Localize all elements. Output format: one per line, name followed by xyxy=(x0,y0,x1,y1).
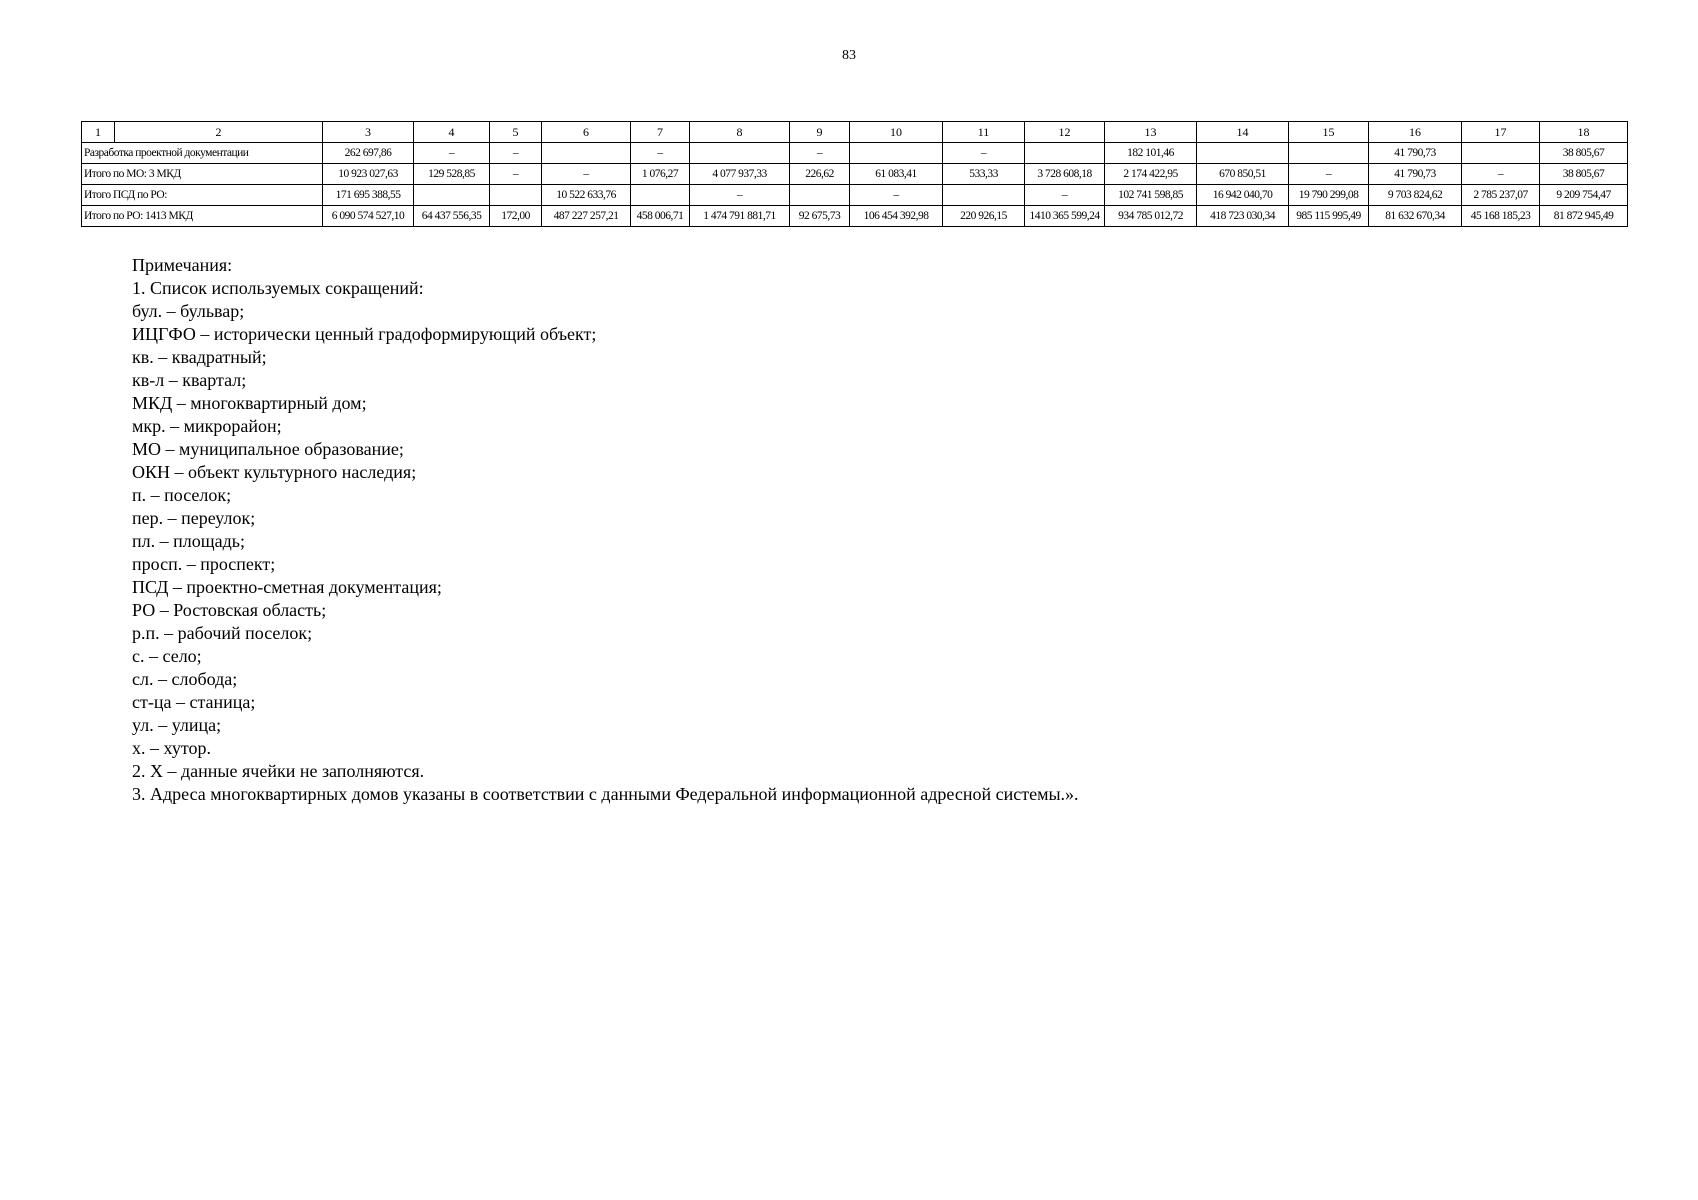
table-cell: – xyxy=(850,185,943,206)
note-line: р.п. – рабочий поселок; xyxy=(132,623,313,643)
table-cell: 19 790 299,08 xyxy=(1289,185,1369,206)
note-line: МКД – многоквартирный дом; xyxy=(132,393,367,413)
column-header: 12 xyxy=(1025,122,1105,143)
row-label: Разработка проектной документации xyxy=(82,143,323,164)
table-cell: – xyxy=(490,164,542,185)
table-cell: 9 703 824,62 xyxy=(1369,185,1462,206)
table-cell: 226,62 xyxy=(790,164,850,185)
table-row xyxy=(82,185,1628,206)
table-cell xyxy=(414,185,490,206)
note-line: кв. – квадратный; xyxy=(132,347,267,367)
table-cell: 985 115 995,49 xyxy=(1289,206,1369,227)
column-header: 11 xyxy=(943,122,1025,143)
table-cell xyxy=(790,185,850,206)
table-cell: – xyxy=(1289,164,1369,185)
table-cell: – xyxy=(943,143,1025,164)
table-cell: 670 850,51 xyxy=(1197,164,1289,185)
column-header: 10 xyxy=(850,122,943,143)
table-row xyxy=(82,164,1628,185)
table-cell: 4 077 937,33 xyxy=(690,164,790,185)
data-table xyxy=(81,121,1628,227)
table-cell: 10 522 633,76 xyxy=(542,185,631,206)
note-line: 3. Адреса многоквартирных домов указаны в соответствии с данными Федеральной информационной адресной системы.». xyxy=(132,784,1079,804)
note-line: РО – Ростовская область; xyxy=(132,600,327,620)
table-row xyxy=(82,206,1628,227)
table-cell: 16 942 040,70 xyxy=(1197,185,1289,206)
table-cell: 102 741 598,85 xyxy=(1105,185,1197,206)
table-cell xyxy=(1025,143,1105,164)
column-header: 13 xyxy=(1105,122,1197,143)
table-cell: 6 090 574 527,10 xyxy=(323,206,414,227)
column-header: 8 xyxy=(690,122,790,143)
column-header: 5 xyxy=(490,122,542,143)
table-cell: 3 728 608,18 xyxy=(1025,164,1105,185)
note-line: сл. – слобода; xyxy=(132,669,238,689)
table-cell: 1410 365 599,24 xyxy=(1025,206,1105,227)
note-line: ОКН – объект культурного наследия; xyxy=(132,462,417,482)
table-cell xyxy=(631,185,690,206)
note-line: ул. – улица; xyxy=(132,715,222,735)
column-header: 9 xyxy=(790,122,850,143)
table-header-row xyxy=(82,122,1628,143)
table-cell: 458 006,71 xyxy=(631,206,690,227)
note-line: кв-л – квартал; xyxy=(132,370,247,390)
table-cell xyxy=(1462,143,1540,164)
table-cell: 45 168 185,23 xyxy=(1462,206,1540,227)
column-header: 16 xyxy=(1369,122,1462,143)
table-cell: 533,33 xyxy=(943,164,1025,185)
table-cell xyxy=(943,185,1025,206)
table-cell: 182 101,46 xyxy=(1105,143,1197,164)
column-header: 17 xyxy=(1462,122,1540,143)
table-cell: 934 785 012,72 xyxy=(1105,206,1197,227)
note-line: х. – хутор. xyxy=(132,738,211,758)
table-cell: 92 675,73 xyxy=(790,206,850,227)
table-cell: 81 632 670,34 xyxy=(1369,206,1462,227)
table-cell: 38 805,67 xyxy=(1540,143,1628,164)
note-line: бул. – бульвар; xyxy=(132,301,245,321)
table-cell: 38 805,67 xyxy=(1540,164,1628,185)
table-cell: 64 437 556,35 xyxy=(414,206,490,227)
table-cell: 10 923 027,63 xyxy=(323,164,414,185)
table-cell: – xyxy=(631,143,690,164)
table-cell xyxy=(850,143,943,164)
note-line: МО – муниципальное образование; xyxy=(132,439,404,459)
page-number: 83 xyxy=(842,48,856,63)
table-cell: – xyxy=(790,143,850,164)
table-cell: – xyxy=(542,164,631,185)
note-line: ПСД – проектно-сметная документация; xyxy=(132,577,442,597)
table-cell: 9 209 754,47 xyxy=(1540,185,1628,206)
table-cell: 487 227 257,21 xyxy=(542,206,631,227)
column-header: 2 xyxy=(115,122,323,143)
table-cell: 1 474 791 881,71 xyxy=(690,206,790,227)
note-line: 2. Х – данные ячейки не заполняются. xyxy=(132,761,425,781)
notes-lines xyxy=(132,277,1079,806)
column-header: 15 xyxy=(1289,122,1369,143)
table-cell: 172,00 xyxy=(490,206,542,227)
note-line: ИЦГФО – исторически ценный градоформирующий объект; xyxy=(132,324,597,344)
table-cell: 1 076,27 xyxy=(631,164,690,185)
table-cell: 41 790,73 xyxy=(1369,164,1462,185)
table-cell: 129 528,85 xyxy=(414,164,490,185)
column-header: 1 xyxy=(82,122,115,143)
table-cell: – xyxy=(490,143,542,164)
table-cell xyxy=(542,143,631,164)
table-cell xyxy=(690,143,790,164)
table-cell: 418 723 030,34 xyxy=(1197,206,1289,227)
notes-section xyxy=(132,254,1079,806)
row-label: Итого ПСД по РО: xyxy=(82,185,323,206)
table-cell: 2 785 237,07 xyxy=(1462,185,1540,206)
table-cell xyxy=(1289,143,1369,164)
table-cell: 61 083,41 xyxy=(850,164,943,185)
table-cell: – xyxy=(414,143,490,164)
row-label: Итого по РО: 1413 МКД xyxy=(82,206,323,227)
note-line: с. – село; xyxy=(132,646,202,666)
note-line: пл. – площадь; xyxy=(132,531,245,551)
column-header: 7 xyxy=(631,122,690,143)
note-line: 1. Список используемых сокращений: xyxy=(132,278,424,298)
note-line: п. – поселок; xyxy=(132,485,232,505)
table-cell: – xyxy=(1462,164,1540,185)
table-cell xyxy=(490,185,542,206)
table-cell: 262 697,86 xyxy=(323,143,414,164)
table-cell xyxy=(1197,143,1289,164)
column-header: 18 xyxy=(1540,122,1628,143)
table-cell: 41 790,73 xyxy=(1369,143,1462,164)
note-line: просп. – проспект; xyxy=(132,554,276,574)
column-header: 6 xyxy=(542,122,631,143)
table-cell: – xyxy=(1025,185,1105,206)
table-cell: 106 454 392,98 xyxy=(850,206,943,227)
column-header: 3 xyxy=(323,122,414,143)
table-cell: 2 174 422,95 xyxy=(1105,164,1197,185)
note-line: пер. – переулок; xyxy=(132,508,256,528)
table-cell: 171 695 388,55 xyxy=(323,185,414,206)
column-header: 14 xyxy=(1197,122,1289,143)
note-line: мкр. – микрорайон; xyxy=(132,416,282,436)
data-table-container xyxy=(81,121,1627,227)
column-header: 4 xyxy=(414,122,490,143)
table-row xyxy=(82,143,1628,164)
note-line: ст-ца – станица; xyxy=(132,692,256,712)
notes-title: Примечания: xyxy=(132,255,233,275)
table-cell: – xyxy=(690,185,790,206)
row-label: Итого по МО: 3 МКД xyxy=(82,164,323,185)
table-cell: 81 872 945,49 xyxy=(1540,206,1628,227)
table-cell: 220 926,15 xyxy=(943,206,1025,227)
